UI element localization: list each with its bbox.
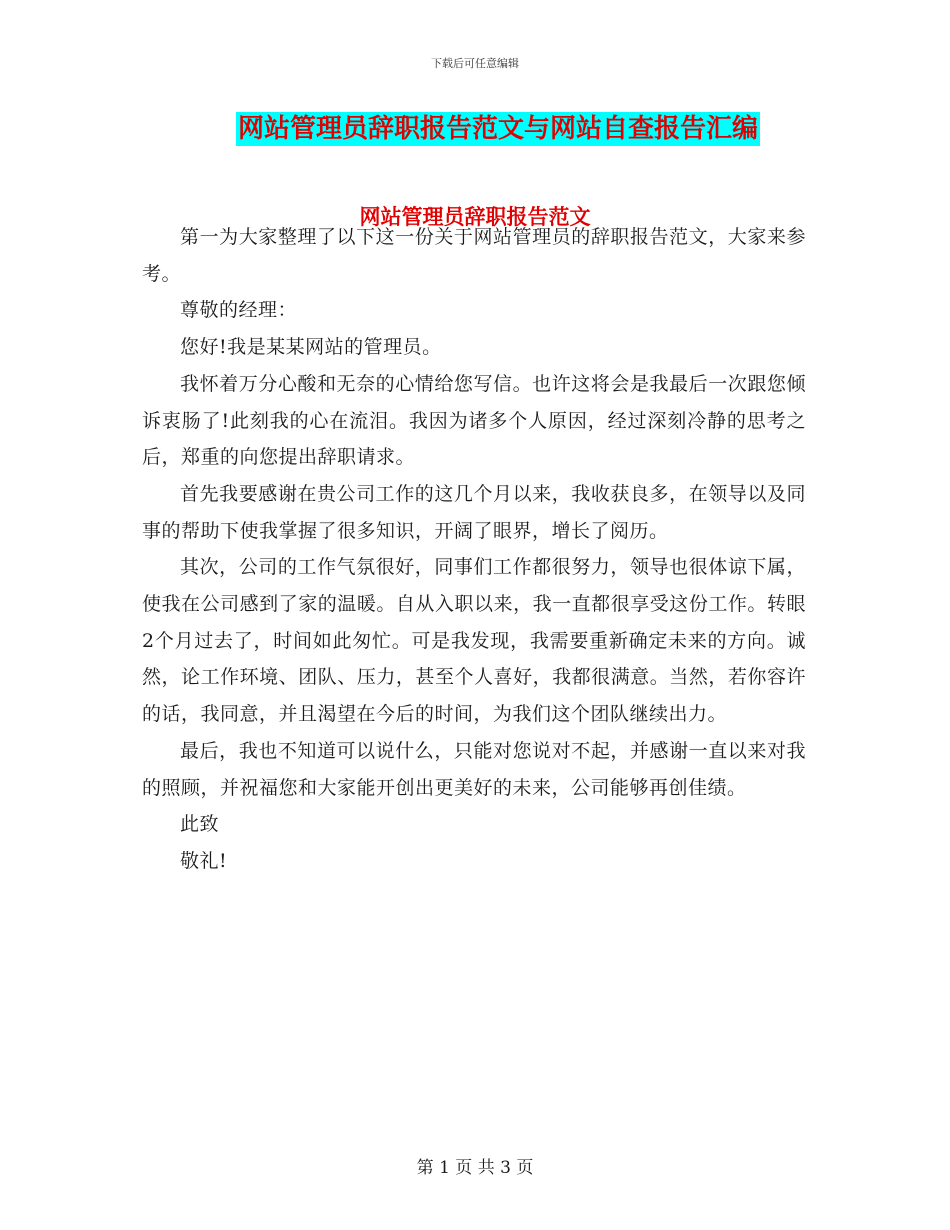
page-header-note: 下载后可任意编辑 bbox=[431, 57, 519, 70]
paragraph-thanks: 首先我要感谢在贵公司工作的这几个月以来，我收获良多，在领导以及同事的帮助下使我掌握了很多知识，开阔了眼界，增长了阅历。 bbox=[142, 482, 806, 542]
paragraph-atmosphere: 其次，公司的工作气氛很好，同事们工作都很努力，领导也很体谅下属，使我在公司感到了家的温暖。自从入职以来，我一直都很享受这份工作。转眼2个月过去了，时间如此匆忙。可是我发现，我需要重新确定未来的方向。诚然，论工作环境、团队、压力，甚至个人喜好，我都很满意。当然，若你容许的话，我同意，并且渴望在今后的时间，为我们这个团队继续出力。 bbox=[142, 556, 806, 726]
section-title: 网站管理员辞职报告范文 bbox=[359, 204, 591, 229]
paragraph-jingli: 敬礼! bbox=[180, 849, 228, 872]
paragraph-intro: 第一为大家整理了以下这一份关于网站管理员的辞职报告范文，大家来参考。 bbox=[142, 226, 806, 285]
paragraph-closing: 最后，我也不知道可以说什么，只能对您说对不起，并感谢一直以来对我的照顾，并祝福您和大家能开创出更美好的未来，公司能够再创佳绩。 bbox=[142, 739, 806, 799]
paragraph-greeting: 您好!我是某某网站的管理员。 bbox=[180, 336, 442, 359]
paragraph-cizhi: 此致 bbox=[180, 813, 220, 836]
page-number: 第 1 页 共 3 页 bbox=[416, 1158, 534, 1178]
paragraph-reason: 我怀着万分心酸和无奈的心情给您写信。也许这将会是我最后一次跟您倾诉衷肠了!此刻我的心在流泪。我因为诸多个人原因，经过深刻冷静的思考之后，郑重的向您提出辞职请求。 bbox=[142, 372, 806, 469]
main-title-container bbox=[0, 112, 950, 146]
document-body bbox=[142, 219, 806, 880]
paragraph-salutation: 尊敬的经理： bbox=[180, 299, 298, 322]
main-title: 网站管理员辞职报告范文与网站自查报告汇编 bbox=[237, 114, 758, 144]
